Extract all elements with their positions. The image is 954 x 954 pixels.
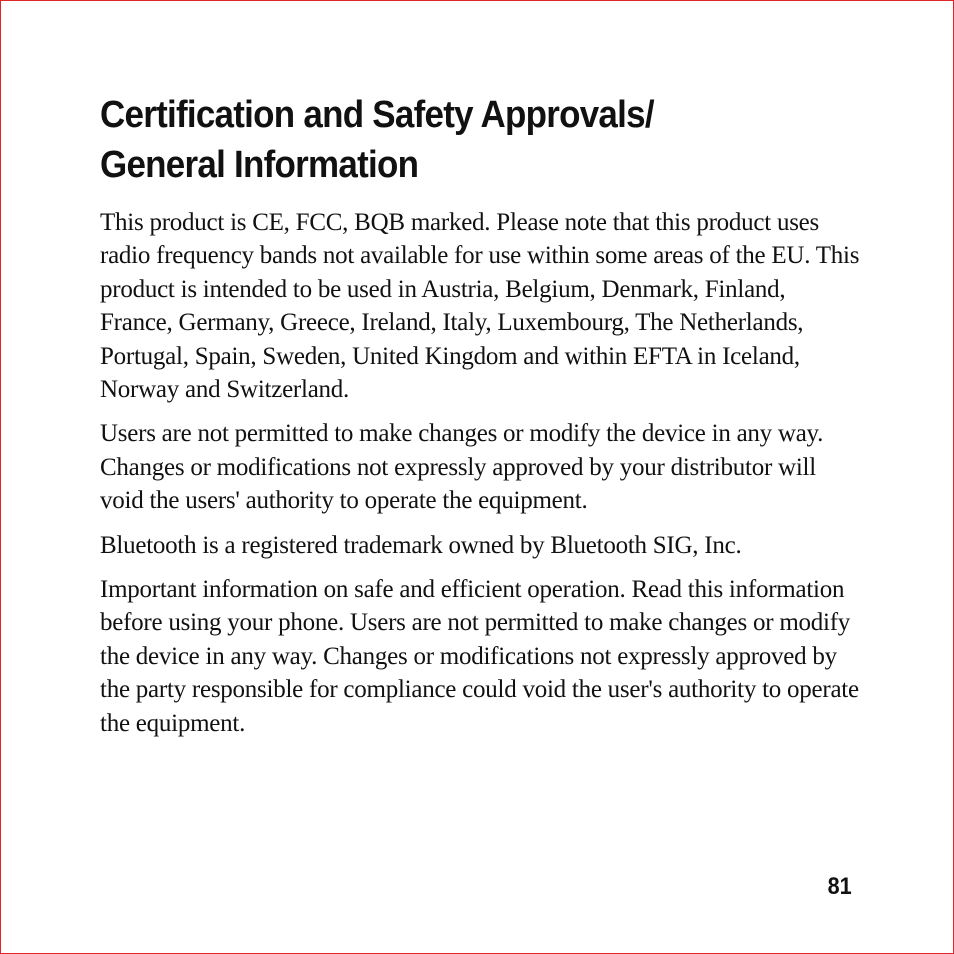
paragraph-modification-warning: Users are not permitted to make changes or modify the device in any way. Changes or modifications not expressly approved by your distributor will void the users' authority to operate the equipment. [100,420,824,515]
page-title-line-2: General Information [100,144,419,186]
page-number: 81 [827,873,852,900]
paragraph-certification: This product is CE, FCC, BQB marked. Please note that this product uses radio frequency bands not available for use within some areas of the EU. This product is intended to be used in Austria, Belgium, Denmark, Finland, France, Germany, Greece, Ireland, Italy, Luxembourg, The Netherlands, Portugal, Spain, Sweden, United Kingdom and within EFTA in Iceland, Norway and Switzerland. [100,209,860,404]
document-body [100,90,860,751]
paragraph-bluetooth-trademark: Bluetooth is a registered trademark owned by Bluetooth SIG, Inc. [100,531,742,559]
page-title [100,90,818,190]
page-title-line-1: Certification and Safety Approvals/ [100,94,654,136]
paragraph-safe-operation: Important information on safe and efficient operation. Read this information before using your phone. Users are not permitted to make changes or modify the device in any way. Changes or modifications not expressly approved by the party responsible for compliance could void the user's authority to operate the equipment. [100,576,859,737]
